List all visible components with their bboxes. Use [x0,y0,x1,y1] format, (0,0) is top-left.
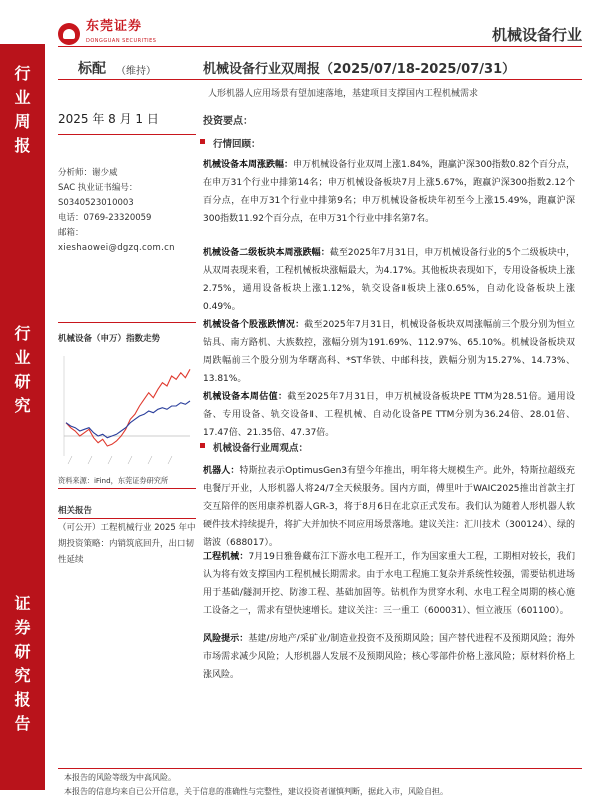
para-weekly-performance-label: 机械设备本周涨跌幅： [203,160,294,170]
rating-note: （维持） [116,66,156,77]
index-trend-chart [58,346,196,468]
para-weekly-performance-text: 申万机械设备行业双周上涨1.84%，跑赢沪深300指数0.82个百分点，在申万31个行业中排第14名；申万机械设备板块7月上涨5.67%，跑赢沪深300指数2.12个百分点，在申万31个行业中排第9名；申万机械设备板块年初至今上涨15.49%，跑赢沪深300指数11.92个百分点，在申万31个行业中排名第7名。 [203,160,575,224]
para-robotics [203,462,575,552]
section-weekly-views: 机械设备行业周观点： [213,440,308,454]
para-robotics-label: 机器人： [203,466,240,476]
para-stock-performance [203,316,575,388]
related-reports-title: 相关报告 [58,506,93,516]
para-weekly-performance [203,156,575,228]
para-valuation-label: 机械设备本周估值： [203,392,288,402]
para-stock-label: 机械设备个股涨跌情况： [203,320,305,330]
para-valuation-text: 截至2025年7月31日，申万机械设备板块PE TTM为28.51倍。通用设备、专用设备、轨交设备Ⅱ、工程机械、自动化设备PE TTM分别为36.24倍、28.01倍、17.47倍、21.35倍、47.37倍。 [203,392,575,438]
para-risk-warning [203,630,575,684]
para-risk-text: 基建/房地产/采矿业/制造业投资不及预期风险；国产替代进程不及预期风险；海外市场需求减少风险；人形机器人发展不及预期风险；核心零部件价格上涨风险；原材料价格上涨风险。 [203,634,575,680]
chart-source: 资料来源：iFind，东莞证券研究所 [58,476,169,485]
logo-subtext: DONGGUAN SECURITIES [86,38,157,44]
para-construction-text: 7月19日雅鲁藏布江下游水电工程开工，作为国家重大工程，工期相对较长，我们认为将有效支撑国内工程机械长期需求。由于水电工程施工复杂并系统性较强，需要钻机进场用于基础/隧洞开挖、防渗工程、基础加固等。钻机作为贯穿水利、水电工程全周期的核心施工设备之一，需求有望快速增长。建议关注：三一重工（600031）、恒立液压（601100）。 [203,552,575,616]
chart-title: 机械设备（申万）指数走势 [58,334,161,344]
analyst-email: xieshaowei@dgzq.com.cn [58,243,175,253]
date-divider [58,134,196,135]
report-subtitle: 人形机器人应用场景有望加速落地，基建项目支撑国内工程机械需求 [208,89,479,99]
chart-divider-bottom [58,488,196,489]
sidebar-label-report: 证券研究报告 [14,594,31,733]
sidebar-label-research: 行业研究 [14,324,31,415]
para-subsector-label: 机械设备二级板块本周涨跌幅： [203,248,330,258]
footer-divider [58,768,582,769]
title-divider [58,79,582,80]
para-valuation [203,388,575,442]
footer-risk-level: 本报告的风险等级为中高风险。 [64,773,176,782]
para-stock-text: 截至2025年7月31日，机械设备板块双周涨幅前三个股分别为恒立钻具、南方路机、大族数控，涨幅分别为191.69%、112.97%、65.10%。机械设备板块双周跌幅前三个股分别为华曙高科、*ST华铁、中邮科技，跌幅分别为15.27%、14.73%、13.81%。 [203,320,575,384]
para-robotics-text: 特斯拉表示OptimusGen3有望今年推出，明年将大规模生产。此外，特斯拉超级充电餐厅开业，人形机器人将24/7全天候服务。国内方面，傅里叶于WAIC2025推出首款主打交互陪伴的医用康养机器人GR-3，将于8月6日在北京正式发布。我们认为随着人形机器人软硬件技术持续提升，将扩大并加快不同应用场景落地。建议关注：汇川技术（300124）、绿的谐波（688017）。 [203,466,575,548]
industry-category: 机械设备行业 [491,26,582,44]
footer-disclaimer: 本报告的信息均来自已公开信息，关于信息的准确性与完整性，建议投资者谨慎判断，据此入市，风险自担。 [64,787,448,796]
para-subsector-text: 截至2025年7月31日，申万机械设备行业的5个二级板块中，从双周表现来看，工程机械板块涨幅最大，为4.17%。其他板块表现如下，专用设备板块上涨2.75%，通用设备板块上涨1.12%，轨交设备Ⅱ板块上涨0.65%，自动化设备板块上涨0.49%。 [203,248,575,312]
series-line-0 [66,369,190,446]
analyst-email-label: 邮箱： [58,228,84,238]
chart-divider-top [58,322,196,323]
related-report-link[interactable]: （可公开）工程机械行业 2025 年中期投资策略：内销筑底回升，出口韧性延续 [58,523,196,565]
header-divider [58,46,582,47]
investment-points-heading: 投资要点： [203,116,253,127]
analyst-cert: S0340523010003 [58,198,134,208]
section-market-review: 行情回顾： [213,136,261,150]
para-subsector-performance [203,244,575,316]
logo-text: 东莞证券 [86,19,143,34]
sidebar-label-weekly: 行业周报 [14,64,31,155]
logo-icon [58,23,80,45]
para-construction-machinery [203,548,575,620]
related-divider [58,518,196,519]
para-risk-label: 风险提示： [203,634,249,644]
analyst-info [58,166,175,256]
report-title: 机械设备行业双周报（2025/07/18-2025/07/31） [203,62,516,77]
analyst-name: 分析师：谢少威 [58,168,118,178]
rating-label: 标配 [78,61,106,77]
analyst-phone: 电话：0769-23320059 [58,213,152,223]
analyst-cert-label: SAC 执业证书编号： [58,183,138,193]
company-logo [58,20,156,48]
chart-x-ticks [68,456,172,464]
report-date: 2025 年 8 月 1 日 [58,112,159,126]
para-construction-label: 工程机械： [203,552,249,562]
